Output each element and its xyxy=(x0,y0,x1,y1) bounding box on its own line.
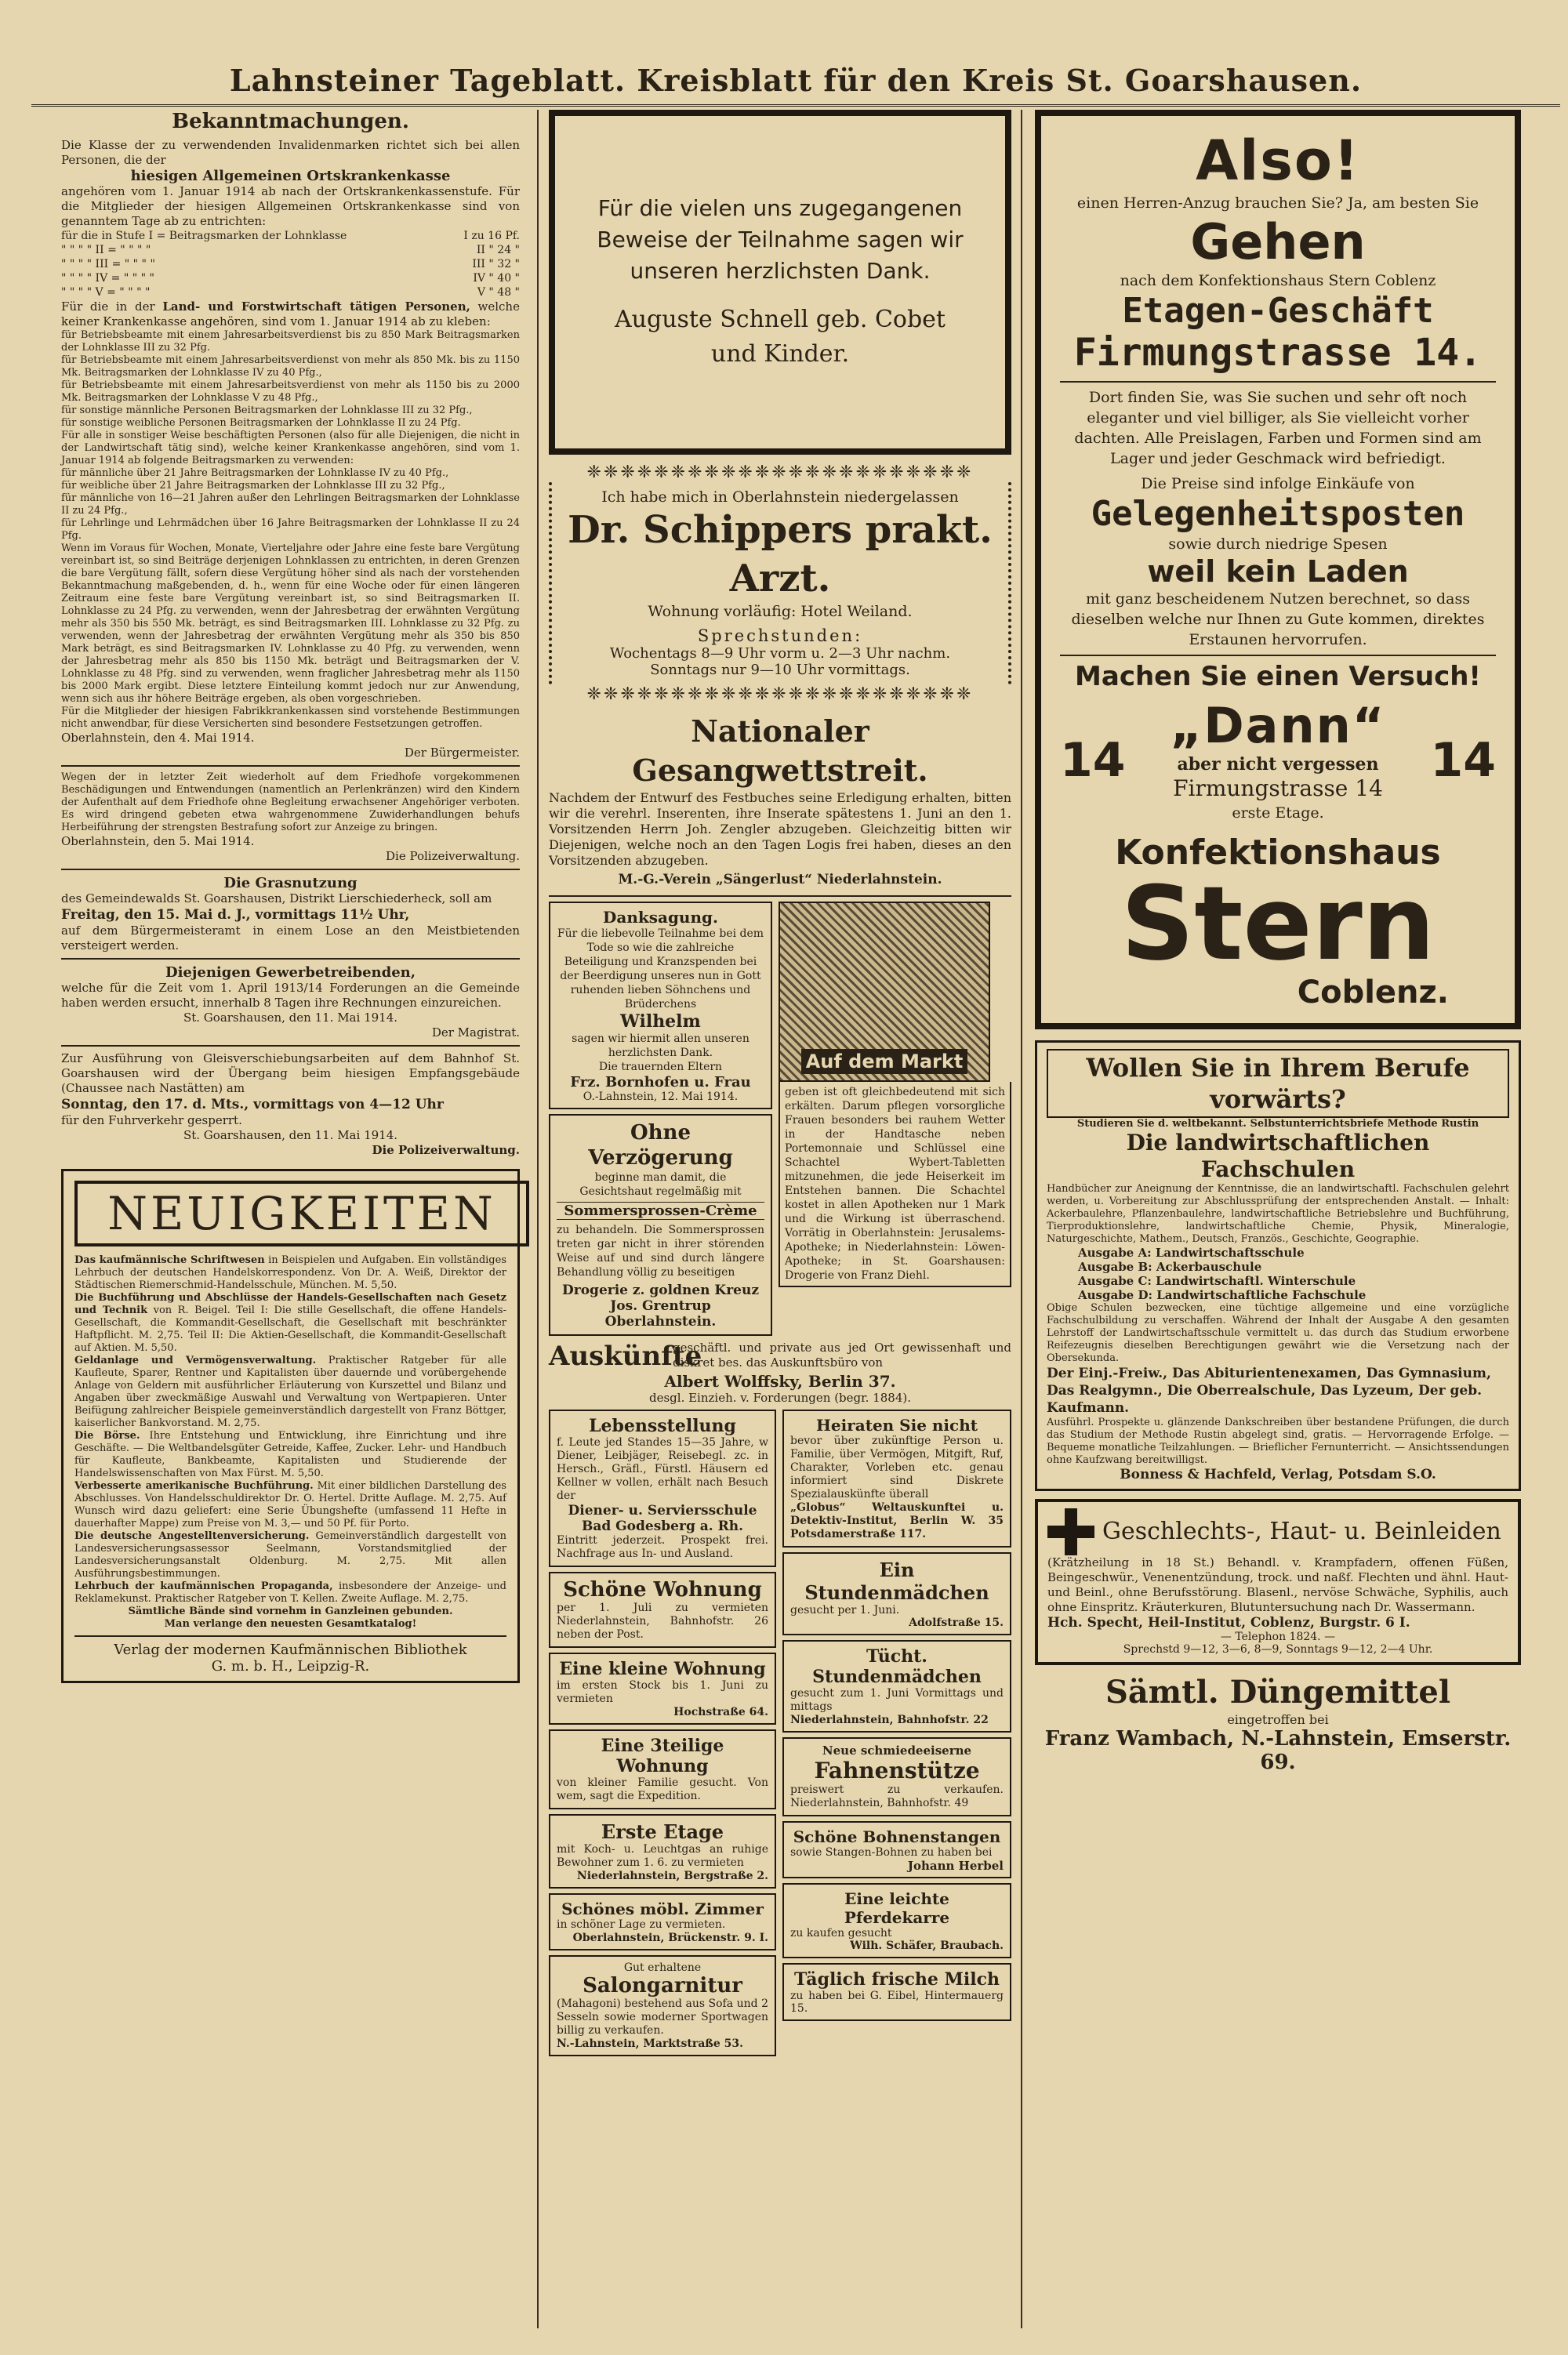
stern-gelegen: Gelegenheitsposten xyxy=(1091,494,1465,534)
list-item: für weibliche über 21 Jahre Beitragsmarken der Lohnklasse III zu 32 Pfg., xyxy=(61,480,445,492)
list-item: für Betriebsbeamte mit einem Jahresarbeitsverdienst bis zu 850 Mark Beitragsmarken der Lohnklasse III zu 32 Pfg. xyxy=(61,329,520,354)
book-item: Die Buchführung und Abschlüsse der Handels-Gesellschaften nach Gesetz und Technik von R. Beigel. Teil I: Die stille Gesellschaft, die offene Handels-Gesellschaft, die Kommandit-Gesellschaft, die Gesellschaft mit beschränkter Haftpflicht. M. 2,75. Teil II: Die Aktien-Gesellschaft, die Kommandit-Gesellschaft auf Aktien. M. 5,50. xyxy=(74,1292,506,1354)
duenger-title: Sämtl. Düngemittel xyxy=(1105,1674,1451,1711)
stern-name: Stern xyxy=(1120,864,1436,983)
notice-text: für den Fuhrverkehr gesperrt. xyxy=(61,1113,242,1127)
beruf-title: Wollen Sie in Ihrem Berufe vorwärts? xyxy=(1047,1049,1509,1118)
stern-text: Die Preise sind infolge Einkäufe von xyxy=(1141,475,1415,492)
ad-address: Niederlahnstein, Bergstraße 2. xyxy=(576,1870,768,1882)
beinleiden-title: Geschlechts-, Haut- u. Beinleiden xyxy=(1102,1518,1501,1545)
rate-row: " " " " V = " " " " V " 48 " xyxy=(61,286,520,299)
divider xyxy=(74,1635,506,1637)
ad-date: O.-Lahnstein, 12. Mai 1914. xyxy=(583,1090,739,1103)
ad-text: sagen wir hiermit allen unseren herzlichsten Dank. xyxy=(572,1032,750,1059)
etage-ad xyxy=(549,1814,776,1889)
ornament-border: ❈❈❈❈❈❈❈❈❈❈❈❈❈❈❈❈❈❈❈❈❈❈❈ xyxy=(586,684,974,704)
notice-text: angehören vom 1. Januar 1914 ab nach der Ortskrankenkassenstufe. Für die Mitglieder der hiesigen Allgemeinen Ortskrankenkasse sind von genanntem Tage ab zu entrichten: xyxy=(61,184,520,228)
notice-text: Die Klasse der zu verwendenden Invalidenmarken richtet sich bei allen Personen, die der xyxy=(61,138,520,167)
ad-text: gesucht per 1. Juni. xyxy=(790,1604,900,1617)
notice-heading: Diejenigen Gewerbetreibenden, xyxy=(165,964,416,981)
duenger-text: eingetroffen bei xyxy=(1227,1712,1329,1727)
divider xyxy=(1060,381,1496,383)
stern-dann: „Dann“ xyxy=(1170,697,1386,754)
ad-address: Niederlahnstein, Bahnhofstr. 22 xyxy=(790,1714,989,1726)
beruf-bold: Der Einj.-Freiw., Das Abiturientenexamen, Das Gymnasium, Das Realgymn., Die Oberrealschule, Das Lyzeum, Der geb. Kaufmann. xyxy=(1047,1366,1491,1416)
column-rule xyxy=(537,110,539,2328)
ornament-border: ❈❈❈❈❈❈❈❈❈❈❈❈❈❈❈❈❈❈❈❈❈❈❈ xyxy=(586,463,974,482)
classified-grid xyxy=(549,1410,1011,2061)
right-column xyxy=(1035,110,1521,1774)
notice-heading: Die Grasnutzung xyxy=(223,875,358,891)
rate-row: " " " " IV = " " " " IV " 40 " xyxy=(61,272,520,285)
middle-column xyxy=(549,110,1011,2061)
stern-etagen: Etagen-Geschäft xyxy=(1122,291,1434,331)
dank-name: und Kinder. xyxy=(710,340,850,368)
ad-title: Eine kleine Wohnung xyxy=(559,1659,766,1679)
auskunft-name: Albert Wolffsky, Berlin 37. xyxy=(664,1372,896,1391)
notice-signature: Der Magistrat. xyxy=(431,1025,520,1040)
stern-erste: erste Etage. xyxy=(1232,804,1324,822)
arzt-intro: Ich habe mich in Oberlahnstein niedergelassen xyxy=(601,488,959,506)
neuigkeiten-ad xyxy=(61,1169,520,1683)
divider xyxy=(61,958,520,960)
ad-title: Schönes möbl. Zimmer xyxy=(561,1900,764,1918)
notice-text: Zur Ausführung von Gleisverschiebungsarbeiten auf dem Bahnhof St. Goarshausen wird der Übergang beim hiesigen Empfangsgebäude (Chaussee nach Nastätten) am xyxy=(61,1051,520,1095)
ad-text: bevor über zukünftige Person u. Familie, über Vermögen, Mitgift, Ruf, Charakter, Vorleben etc. genau informiert sind Diskrete Spezialauskünfte überall xyxy=(790,1435,1004,1500)
neuigkeiten-title: NEUIGKEITEN xyxy=(74,1181,529,1246)
beruf-head: Die landwirtschaftlichen Fachschulen xyxy=(1126,1130,1430,1182)
notice-signature: Die Polizeiverwaltung. xyxy=(386,849,520,863)
stern-ad xyxy=(1035,110,1521,1029)
stundenm-ad xyxy=(782,1552,1011,1635)
ad-title: Heiraten Sie nicht xyxy=(815,1416,978,1435)
notice-text: auf dem Bürgermeisteramt in einem Lose an den Meistbietenden versteigert werden. xyxy=(61,923,520,953)
ad-name: Wilhelm xyxy=(620,1011,701,1032)
beruf-ad xyxy=(1035,1040,1521,1491)
invaliden-notice xyxy=(61,138,520,760)
friedhof-notice xyxy=(61,771,520,864)
heiraten-ad xyxy=(782,1410,1011,1548)
list-item: für Betriebsbeamte mit einem Jahresarbeitsverdienst von mehr als 1150 bis zu 2000 Mk. Beitragsmarken der Lohnklasse V zu 48 Pfg., xyxy=(61,379,520,404)
stern-strasse: Firmungstrasse 14 xyxy=(1173,775,1383,801)
arzt-sprech: Sprechstunden: xyxy=(697,626,863,645)
ad-title: Ein Stundenmädchen xyxy=(804,1559,989,1604)
notice-signature: Die Polizeiverwaltung. xyxy=(372,1143,520,1157)
beinleiden-hours: Sprechstd 9—12, 3—6, 8—9, Sonntags 9—12, 2—4 Uhr. xyxy=(1123,1643,1433,1656)
section-title: Bekanntmachungen. xyxy=(172,110,409,133)
book-item: Verbesserte amerikanische Buchführung. Mit einer bildlichen Darstellung des Abschlusses. Von Handelsschuldirektor Dr. O. Hertel. Dritte Auflage. M. 2,75. Auf Wunsch wird dazu geliefert: eine Serie Übungshefte (umfassend 11 Hefte in dauerhafter Mappe) zum Preise von M. 3,— und 50 Pf. für Porto. xyxy=(74,1480,506,1529)
notice-signature: Der Bürgermeister. xyxy=(404,746,520,760)
divider xyxy=(61,869,520,870)
beruf-ausgabe: Ausgabe B: Ackerbauschule xyxy=(1078,1260,1262,1274)
notice-heading: hiesigen Allgemeinen Ortskrankenkasse xyxy=(130,168,451,184)
column-rule xyxy=(1021,110,1022,2328)
masthead: Lahnsteiner Tageblatt. Kreisblatt für den Kreis St. Goarshausen. xyxy=(31,63,1560,107)
ad-address: N.-Lahnstein, Marktstraße 53. xyxy=(557,2037,744,2050)
bohnen-ad xyxy=(782,1821,1011,1878)
ads-row-2 xyxy=(549,1341,1011,1372)
ad-title: Schöne Bohnenstangen xyxy=(793,1827,1001,1846)
book-item: Geldanlage und Vermögensverwaltung. Praktischer Ratgeber für alle Kaufleute, Sparer, Rentner und Kapitalisten über dauernde und vorübergehende Anlage von Geldern mit ausführlicher Erläuterung von Kurszettel und Bilanz und Angaben über zweckmäßige Auswahl und Verwaltung von Wertpapieren. Unter Beifügung zahlreicher Beispiele gemeinverständlich dargestellt von Franz Böttger, kaiserlicher Bankvorstand. M. 2,75. xyxy=(74,1355,506,1429)
stern-text: mit ganz bescheidenem Nutzen berechnet, so dass dieselben welche nur Ihnen zu Gute kommen, direktes Erstaunen hervorrufen. xyxy=(1071,590,1485,648)
notice-date-bold: Sonntag, den 17. d. Mts., vormittags von 4—12 Uhr xyxy=(61,1097,444,1112)
wohnung3-ad xyxy=(549,1729,776,1809)
ad-address: Adolfstraße 15. xyxy=(909,1617,1004,1629)
duenger-name: Franz Wambach, N.-Lahnstein, Emserstr. 69. xyxy=(1044,1727,1512,1774)
list-item: für Lehrlinge und Lehrmädchen über 16 Jahre Beitragsmarken der Lohnklasse II zu 24 Pfg. xyxy=(61,517,520,542)
divider xyxy=(61,765,520,767)
notice-text: Für alle in sonstiger Weise beschäftigten Personen (also für alle Diejenigen, die nicht in der Landwirtschaft tätig sind), welche keiner Krankenkasse angehören, sind vom 1. Januar 1914 ab folgende Beitragsmarken zu verwenden: xyxy=(61,430,520,466)
ads-row-1 xyxy=(549,902,1011,1341)
arzt-name: Dr. Schippers prakt. Arzt. xyxy=(568,508,993,601)
arzt-wohnung: Wohnung vorläufig: Hotel Weiland. xyxy=(648,603,913,620)
ad-title: Tücht. Stundenmädchen xyxy=(812,1646,982,1687)
pferde-ad xyxy=(782,1883,1011,1958)
auskunft-text: desgl. Einzieh. v. Forderungen (begr. 1884). xyxy=(649,1391,911,1405)
danksagung-ad xyxy=(549,902,772,1109)
gesang-text: Nachdem der Entwurf des Festbuches seine Erledigung erhalten, bitten wir die verehrl. Inserenten, ihre Inserate spätestens 1. Juni an den 1. Vorsitzenden Herrn Joh. Zengler abzugeben. Gleichzeitig bitten wir Diejenigen, welche noch an den Tagen Logis frei haben, dieses an den Vorsitzenden abzugeben. xyxy=(549,790,1011,868)
dank-line: Für die vielen uns zugegangenen xyxy=(597,195,963,221)
gewerbe-notice xyxy=(61,964,520,1040)
markt-text: geben ist oft gleichbedeutend mit sich erkälten. Darum pflegen vorsorgliche Frauen besonders bei rauhem Wetter in der Handtasche neben Portemonnaie und Schlüssel eine Schachtel Wybert-Tabletten mitzunehmen, die jede Heiserkeit im Entstehen bannen. Die Schachtel kostet in allen Apotheken nur 1 Mark und die Wirkung ist überraschend. Vorrätig in Oberlahnstein: Jerusalems-Apotheke; in Niederlahnstein: Löwen-Apotheke; in St. Goarshausen: Drogerie von Franz Diehl. xyxy=(779,1082,1011,1287)
dank-line: unseren herzlichsten Dank. xyxy=(630,258,931,284)
divider xyxy=(1060,655,1496,656)
beruf-text: Ausführl. Prospekte u. glänzende Dankschreiben über bestandene Prüfungen, die durch das Studium der Methode Rustin abgelegt sind, gratis. — Hervorragende Erfolge. — Bequeme monatliche Teilzahlungen. — Brieflicher Fernunterricht. — Ansichtssendungen ohne Kaufzwang bereitwilligst. xyxy=(1047,1417,1509,1466)
milch-ad xyxy=(782,1963,1011,2021)
ad-text: in schöner Lage zu vermieten. xyxy=(557,1918,726,1931)
rate-row: " " " " III = " " " " III " 32 " xyxy=(61,258,520,270)
book-item: Die Börse. Ihre Entstehung und Entwicklung, ihre Einrichtung und ihre Geschäfte. — Die Weltbandelsgüter Getreide, Kaffee, Zucker. Lehr- und Handbuch für Kaufleute, Bankbeamte, Kapitalisten und Studierende der Handelswissenschaften von Max Fürst. M. 5,50. xyxy=(74,1430,506,1479)
ad-text: per 1. Juli zu vermieten Niederlahnstein, Bahnhofstr. 26 neben der Post. xyxy=(557,1602,768,1641)
ad-school: Bad Godesberg a. Rh. xyxy=(581,1519,744,1534)
ad-address: Oberlahnstein, Brückenstr. 9. I. xyxy=(572,1932,768,1944)
ad-text: im ersten Stock bis 1. Juni zu vermieten xyxy=(557,1679,768,1705)
stern-coblenz: Coblenz. xyxy=(1297,974,1449,1011)
ad-text: zu behandeln. Die Sommersprossen treten gar nicht in ihrer störenden Weise auf und sind durch längere Behandlung völlig zu beseitigen xyxy=(557,1224,764,1279)
ad-title: Eine 3teilige Wohnung xyxy=(601,1736,724,1776)
notice-text: Für die Mitglieder der hiesigen Fabrikkrankenkassen sind vorstehende Bestimmungen nicht anwendbar, für diese Versicherten sind besondere Festsetzungen getroffen. xyxy=(61,706,520,730)
stern-text: Dort finden Sie, was Sie suchen und sehr oft noch eleganter und viel billiger, als Sie vielleicht vorher dachten. Alle Preislagen, Farben und Formen sind am Lager und jeder Geschmack wird befriedigt. xyxy=(1074,389,1482,467)
rate-row: " " " " II = " " " " II " 24 " xyxy=(61,244,520,256)
ad-title: Danksagung. xyxy=(603,908,718,927)
ad-school: Diener- u. Serviersschule xyxy=(568,1503,757,1519)
gesang-title: Nationaler Gesangwettstreit. xyxy=(632,713,928,788)
notice-date: Oberlahnstein, den 4. Mai 1914. xyxy=(61,731,255,745)
notice-text: des Gemeindewalds St. Goarshausen, Distrikt Lierschiederheck, soll am xyxy=(61,891,492,905)
wohnung1-ad xyxy=(549,1572,776,1648)
list-item: für sonstige weibliche Personen Beitragsmarken der Lohnklasse II zu 24 Pfg. xyxy=(61,417,461,429)
ad-sign: Frz. Bornhofen u. Frau xyxy=(570,1074,751,1090)
beinleiden-tel: — Telephon 1824. — xyxy=(1220,1631,1336,1643)
notice-text: Wenn im Voraus für Wochen, Monate, Vierteljahre oder Jahre eine feste bare Vergütung vereinbart ist, so sind Beiträge derjenigen Lohnklassen zu entrichten, in deren Grenzen die bare Vergütung fällt, sofern diese Vergütung höher sind als nach der vorstehenden Bekanntmachung maßgebenden, d. h., wenn für eine Woche oder für einen längeren Zeitraum eine feste bare Vergütung vereinbart ist, so sind Beitragsmarken II. Lohnklasse zu 24 Pfg. zu verwenden, wenn der Jahresbetrag der erwähnten Vergütung mehr als 350 bis 550 Mk. beträgt, es sind Beitragsmarken III. Lohnklasse zu 32 Pfg. zu verwenden, wenn der Jahresbetrag der erwähnten Vergütung mehr als 350 bis 850 Mark beträgt, es sind Beitragsmarken IV. Lohnklasse zu 40 Pfg. zu verwenden, wenn der Jahresbetrag mehr als 850 bis 1150 Mk. beträgt und Beitragsmarken der V. Lohnklasse zu 48 Pfg. sind zu verwenden, wenn fraglicher Jahresbetrag mehr als 1150 bis 2000 Mark ergibt. Diese letztere Einteilung kommt jedoch nur zur Anwendung, wenn sich aus ihr höhere Beiträge ergeben, als oben vorgeschrieben. xyxy=(61,542,520,705)
auskunft-text: geschäftl. und private aus jed Ort gewissenhaft und diskret bes. das Auskunftsbüro von xyxy=(673,1341,1011,1370)
ad-name: „Globus“ Weltauskunftei u. Detektiv-Institut, Berlin W. 35 Potsdamerstraße 117. xyxy=(790,1501,1004,1540)
divider xyxy=(549,895,1011,897)
stern-laden: weil kein Laden xyxy=(1147,554,1409,589)
ad-title: Salongarnitur xyxy=(583,1974,742,1998)
notice-text: welche für die Zeit vom 1. April 1913/14 Forderungen an die Gemeinde haben werden ersucht, innerhalb 8 Tagen ihre Rechnungen einzureichen. xyxy=(61,981,520,1010)
ad-title: Eine leichte Pferdekarre xyxy=(844,1889,950,1927)
ad-shop: Drogerie z. goldnen Kreuz xyxy=(562,1283,759,1298)
lebens-ad xyxy=(549,1410,776,1567)
beruf-ausgabe: Ausgabe D: Landwirtschaftliche Fachschule xyxy=(1078,1288,1367,1302)
ad-pre: Neue schmiedeeiserne xyxy=(822,1744,972,1758)
ad-text: beginne man damit, die Gesichtshaut regelmäßig mit xyxy=(579,1171,742,1198)
stern-num-right: 14 xyxy=(1430,732,1496,788)
ad-name: Wilh. Schäfer, Braubach. xyxy=(850,1940,1004,1952)
ad-text: f. Leute jed Standes 15—35 Jahre, w Diener, Leibjäger, Reisebegl. zc. in Hersch., Gräfl., Fürstl. Häusern ed Kellner w vollen, erhält nach Besuch der xyxy=(557,1436,768,1502)
ad-text: (Mahagoni) bestehend aus Sofa und 2 Sesseln sowie moderner Sportwagen billig zu verkaufen. xyxy=(557,1998,768,2037)
arzt-times: Sonntags nur 9—10 Uhr vormittags. xyxy=(650,662,910,678)
duenger-ad xyxy=(1035,1673,1521,1774)
arzt-ad xyxy=(549,463,1011,704)
ad-text: von kleiner Familie gesucht. Von wem, sagt die Expedition. xyxy=(557,1776,768,1802)
beruf-ausgabe: Ausgabe A: Landwirtschaftsschule xyxy=(1078,1246,1305,1260)
book-item: Lehrbuch der kaufmännischen Propaganda, insbesondere der Anzeige- und Reklamekunst. Praktischer Ratgeber von T. Kellen. Zweite Auflage. M. 2,75. xyxy=(74,1580,507,1605)
left-column xyxy=(61,110,520,1691)
stern-text: einen Herren-Anzug brauchen Sie? Ja, am besten Sie xyxy=(1076,194,1479,212)
publisher: G. m. b. H., Leipzig-R. xyxy=(211,1658,370,1675)
notice-text: Für die in der Land- und Forstwirtschaft tätigen Personen, welche keiner Krankenkasse angehören, sind vom 1. Januar 1914 ab zu kleben: xyxy=(61,299,520,328)
list-item: für sonstige männliche Personen Beitragsmarken der Lohnklasse III zu 32 Pfg., xyxy=(61,405,473,416)
stern-aber: aber nicht vergessen xyxy=(1177,754,1379,775)
ad-text: Die trauernden Eltern xyxy=(598,1061,723,1073)
gesang-ad xyxy=(549,712,1011,887)
ad-text: sowie Stangen-Bohnen zu haben bei xyxy=(790,1846,993,1859)
ad-text: gesucht zum 1. Juni Vormittags und mittags xyxy=(790,1687,1004,1713)
salon-ad xyxy=(549,1955,776,2056)
dank-name: Auguste Schnell geb. Cobet xyxy=(615,306,946,333)
stern-firmung: Firmungstrasse 14. xyxy=(1073,331,1483,375)
beruf-ausgabe: Ausgabe C: Landwirtschaftl. Winterschule xyxy=(1078,1274,1356,1288)
catalog-note: Man verlange den neuesten Gesamtkatalog! xyxy=(164,1618,417,1630)
ad-text: Eintritt jederzeit. Prospekt frei. Nachfrage aus In- und Ausland. xyxy=(557,1534,768,1560)
dank-line: Beweise der Teilnahme sagen wir xyxy=(597,227,964,252)
stern-konf: Konfektionshaus xyxy=(1115,833,1441,873)
ad-pre: Gut erhaltene xyxy=(623,1961,702,1974)
ad-title: Ohne Verzögerung xyxy=(588,1121,733,1170)
ad-address: Hochstraße 64. xyxy=(673,1706,768,1718)
ad-name: Johann Herbel xyxy=(907,1859,1004,1873)
arzt-times: Wochentags 8—9 Uhr vorm u. 2—3 Uhr nachm. xyxy=(609,645,951,662)
list-item: für männliche über 21 Jahre Beitragsmarken der Lohnklasse IV zu 40 Pfg., xyxy=(61,467,449,479)
list-item: für männliche von 16—21 Jahren außer den Lehrlingen Beitragsmarken der Lohnklasse II zu 24 Pfg., xyxy=(61,492,520,517)
beruf-text: Obige Schulen bezwecken, eine tüchtige allgemeine und eine vorzügliche Fachschulbildung zu verschaffen. Während der Inhalt der Ausgabe A den gesamten Lehrstoff der Landwirtschaftsschule vermittelt u. das durch das Studium erworbene Reifezeugnis dieselben Berechtigungen gewährt wie die Versetzung nach der Obersekunda. xyxy=(1047,1302,1509,1364)
catalog-note: Sämtliche Bände sind vornehm in Ganzleinen gebunden. xyxy=(128,1606,453,1617)
beruf-verlag: Bonness & Hachfeld, Verlag, Potsdam S.O. xyxy=(1120,1467,1436,1482)
ad-text: zu kaufen gesucht xyxy=(790,1927,892,1940)
ad-product: Sommersprossen-Crème xyxy=(557,1202,764,1220)
notice-date-bold: Freitag, den 15. Mai d. J., vormittags 11½ Uhr, xyxy=(61,907,410,923)
ad-text: preiswert zu verkaufen. Niederlahnstein, Bahnhofstr. 49 xyxy=(790,1783,1004,1809)
book-item: Die deutsche Angestelltenversicherung. Gemeinverständlich dargestellt von Landesversicherungsassessor Seelmann, Vorstandsmitglied der Landesversicherungsanstalt Oldenburg. M. 2,75. Mit allen Ausführungsbestimmungen. xyxy=(74,1530,506,1580)
ad-title: Schöne Wohnung xyxy=(563,1578,762,1602)
stundenm2-ad xyxy=(782,1640,1011,1733)
beruf-sub: Studieren Sie d. weltbekannt. Selbstunterrichtsbriefe Methode Rustin xyxy=(1076,1118,1479,1130)
ad-title: Fahnenstütze xyxy=(814,1758,980,1783)
list-item: für Betriebsbeamte mit einem Jahresarbeitsverdienst von mehr als 850 Mk. bis zu 1150 Mk. Beitragsmarken der Lohnklasse IV zu 40 Pfg., xyxy=(61,354,520,379)
notice-date: St. Goarshausen, den 11. Mai 1914. xyxy=(183,1011,398,1025)
ad-text: Für die liebevolle Teilnahme bei dem Tode so wie die zahlreiche Beteiligung und Kranzspenden bei der Beerdigung unseres nun in Gott ruhenden lieben Söhnchens und Brüderchens xyxy=(557,927,764,1011)
notice-date: St. Goarshausen, den 11. Mai 1914. xyxy=(183,1128,398,1142)
beinleiden-addr: Hch. Specht, Heil-Institut, Coblenz, Burgstr. 6 I. xyxy=(1047,1615,1410,1631)
stern-num-left: 14 xyxy=(1060,732,1126,788)
beruf-text: Handbücher zur Aneignung der Kenntnisse, die an landwirtschaftl. Fachschulen gelehrt werden, u. Vorbereitung zur Abschlussprüfung der entsprechenden Anstalt. — Inhalt: Ackerbaulehre, Pflanzenbaulehre, landwirtschaftliche Betriebslehre und Buchführung, Tierproduktionslehre, landwirtschaftliche Chemie, Physik, Mineralogie, Naturgeschichte, Mathem., Deutsch, Französ., Geschichte, Geographie. xyxy=(1047,1183,1509,1245)
stern-text: sowie durch niedrige Spesen xyxy=(1168,535,1388,553)
ad-shop: Jos. Grentrup Oberlahnstein. xyxy=(604,1298,717,1330)
gleis-notice xyxy=(61,1051,520,1158)
divider xyxy=(61,1045,520,1047)
auskunft-title: Auskünfte xyxy=(549,1341,702,1372)
stern-also: Also! xyxy=(1196,129,1360,193)
beinleiden-ad xyxy=(1035,1499,1521,1665)
notice-text: Wegen der in letzter Zeit wiederholt auf dem Friedhofe vorgekommenen Beschädigungen und Entwendungen (namentlich an Perlenkränzen) wird den Kindern der Aufenthalt auf dem Friedhofe ohne Begleitung erwachsener Angehöriger verboten. Es wird dringend gebeten etwa wahrgenommene Zuwiderhandlungen behufs Herbeiführung der strengsten Bestrafung sofort zur Anzeige zu bringen. xyxy=(61,771,520,833)
zimmer-ad xyxy=(549,1893,776,1950)
red-cross-icon xyxy=(1047,1508,1094,1555)
rate-row: für die in Stufe I = Beitragsmarken der Lohnklasse I zu 16 Pf. xyxy=(61,230,520,242)
stern-versuch: Machen Sie einen Versuch! xyxy=(1075,661,1481,692)
ad-title: Täglich frische Milch xyxy=(793,1969,1000,1990)
fahnen-ad xyxy=(782,1737,1011,1816)
ad-title: Erste Etage xyxy=(601,1820,724,1843)
publisher: Verlag der modernen Kaufmännischen Bibliothek xyxy=(114,1642,467,1658)
ad-text: mit Koch- u. Leuchtgas an ruhige Bewohner zum 1. 6. zu vermieten xyxy=(557,1843,768,1869)
stern-gehen: Gehen xyxy=(1190,213,1366,270)
sommersprossen-ad xyxy=(549,1114,772,1336)
stern-text: nach dem Konfektionshaus Stern Coblenz xyxy=(1120,272,1436,289)
notice-date: Oberlahnstein, den 5. Mai 1914. xyxy=(61,834,255,848)
market-label: Auf dem Markt xyxy=(801,1049,968,1074)
ad-title: Lebensstellung xyxy=(589,1416,736,1436)
market-illustration xyxy=(779,902,990,1082)
gras-notice xyxy=(61,875,520,953)
book-item: Das kaufmännische Schriftwesen in Beispielen und Aufgaben. Ein vollständiges Lehrbuch der deutschen Handelskorrespondenz. Von Dr. A. Weiß, Direktor der Städtischen Riemerschmid-Handelsschule, München. M. 5,50. xyxy=(74,1254,506,1291)
gesang-sign: M.-G.-Verein „Sängerlust“ Niederlahnstein. xyxy=(618,872,942,887)
ad-text: zu haben bei G. Eibel, Hintermauerg 15. xyxy=(790,1990,1004,2015)
dank-ad xyxy=(549,110,1011,455)
beinleiden-text: (Krätzheilung in 18 St.) Behandl. v. Krampfadern, offenen Füßen, Beingeschwür., Venenentzündung, trock. und naßf. Flechten und ähnl. Haut- und Beinl., ohne Berufsstörung. Blasenl., nervöse Schwäche, Syphilis, auch ohne Einspritz. Kräuterkuren, Blutuntersuchung nach Dr. Wassermann. xyxy=(1047,1555,1508,1614)
wohnung2-ad xyxy=(549,1653,776,1725)
